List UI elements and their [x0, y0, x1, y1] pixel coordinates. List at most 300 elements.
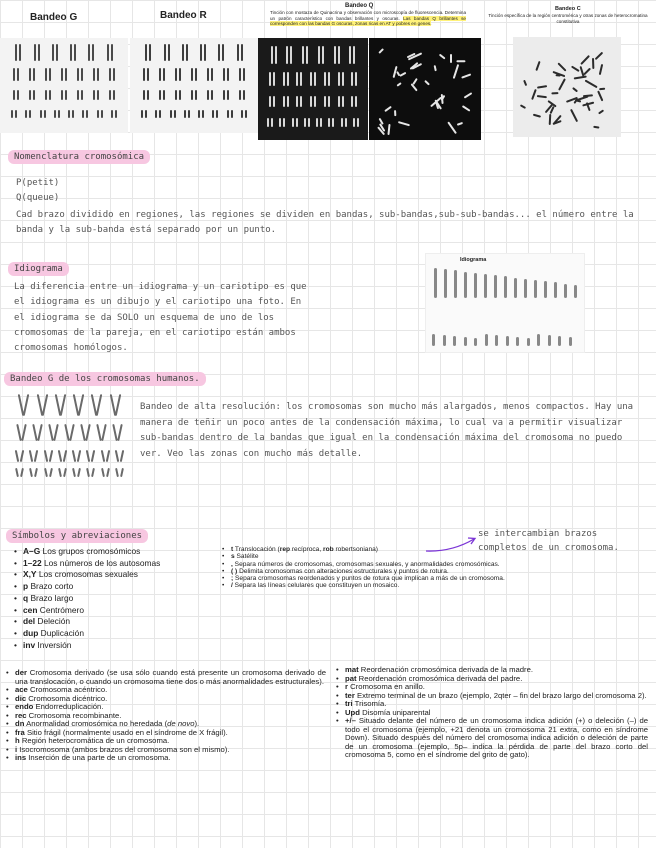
- chromosome-shape: [438, 53, 445, 59]
- symbol-code: inv: [23, 639, 36, 650]
- chromosome-shape: [495, 335, 498, 346]
- chromosome-shape: [191, 90, 193, 100]
- symbol-entry: [222, 568, 505, 575]
- chromosome-shape: [537, 85, 547, 89]
- chromosome-shape: [241, 44, 243, 61]
- chromosome-shape: [300, 96, 302, 107]
- symbol-description: Separa las líneas celulares que constituyen un mosaico.: [232, 582, 400, 590]
- chromosome-shape: [49, 90, 51, 100]
- idiograma-text: La diferencia entre un idiograma y un cariotipo es que el idiograma es un dibujo y el cariotipo una foto. En el idiograma se da SOLO un esquema de uno de los cromosomas de la pareja, en el cariotipo están ambos cromosomas homólogos.: [14, 282, 307, 354]
- bandeo-g-title: Bandeo G: [30, 12, 78, 23]
- high-resolution-karyotype-image: [6, 390, 134, 482]
- chromosome-shape: [549, 114, 552, 125]
- symbol-code: X,Y: [23, 569, 37, 580]
- chromosome-shape: [63, 450, 67, 462]
- chromosome-shape: [283, 118, 285, 127]
- chromosome-shape: [72, 450, 76, 462]
- chromosome-shape: [191, 68, 193, 81]
- symbol-description: Trisomía.: [352, 699, 387, 708]
- chromosome-shape: [86, 110, 88, 118]
- chromosome-shape: [101, 424, 106, 441]
- symbol-code: endo: [15, 702, 34, 711]
- chromosome-shape: [328, 72, 330, 86]
- chromosome-shape: [572, 88, 578, 93]
- chromosome-shape: [149, 44, 151, 61]
- symbol-description: Anormalidad cromosómica no heredada (: [24, 719, 168, 728]
- chromosome-shape: [464, 272, 467, 298]
- chromosome-shape: [457, 122, 463, 126]
- chromosome-shape: [332, 118, 334, 127]
- symbol-entry: [14, 593, 224, 605]
- chromosome-shape: [555, 74, 560, 77]
- chromosome-shape: [106, 468, 110, 477]
- chromosome-shape: [159, 110, 161, 118]
- chromosome-shape: [45, 90, 47, 100]
- chromosome-shape: [23, 394, 30, 416]
- nomenclatura-text: Cad brazo dividido en regiones, las regiones se dividen en bandas, sub-bandas,sub-sub-bandas... el número entre la banda y la sub-banda está separado por un punto.: [16, 210, 634, 235]
- chromosome-shape: [544, 281, 547, 298]
- symbol-description: Isocromosoma (ambos brazos del cromosoma son el mismo).: [17, 744, 230, 754]
- bandeo-c-metaphase-image: [513, 37, 621, 137]
- symbol-description: ).: [194, 719, 200, 728]
- chromosome-shape: [269, 96, 271, 107]
- symbol-code: ter: [345, 690, 355, 700]
- chromosome-shape: [97, 68, 99, 81]
- chromosome-shape: [63, 468, 67, 477]
- symbol-code: der: [15, 668, 27, 677]
- chromosome-shape: [65, 68, 67, 81]
- chromosome-shape: [345, 118, 347, 127]
- chromosome-shape: [304, 118, 306, 127]
- chromosome-shape: [523, 80, 527, 86]
- chromosome-shape: [77, 90, 79, 100]
- symbols-list-bottom-left: [6, 669, 326, 763]
- chromosome-shape: [324, 96, 326, 107]
- chromosome-shape: [223, 90, 225, 100]
- chromosome-shape: [239, 68, 241, 81]
- chromosome-shape: [69, 424, 74, 441]
- symbol-entry: [14, 569, 224, 581]
- symbol-code: dup: [23, 627, 39, 638]
- chromosome-shape: [351, 96, 353, 107]
- chromosome-shape: [393, 110, 396, 116]
- symbol-entry: [222, 553, 505, 560]
- chromosome-shape: [425, 80, 431, 86]
- symbol-entry: [222, 561, 505, 568]
- symbol-entry: [222, 546, 505, 553]
- chromosome-shape: [175, 68, 177, 81]
- symbol-description: Reordenación cromosómica derivada del padre.: [356, 673, 523, 683]
- chromosome-shape: [13, 68, 15, 81]
- symbol-description: recíproca,: [290, 546, 323, 553]
- chromosome-shape: [570, 109, 578, 122]
- chromosome-shape: [81, 90, 83, 100]
- chromosome-shape: [558, 336, 561, 346]
- symbol-entry: [14, 628, 224, 640]
- chromosome-shape: [434, 268, 437, 298]
- symbol-code: del: [23, 616, 36, 627]
- chromosome-shape: [155, 110, 157, 118]
- chromosome-shape: [453, 64, 460, 79]
- chromosome-shape: [109, 90, 111, 100]
- symbol-description: Cromosoma dicéntrico.: [26, 693, 108, 703]
- symbol-code: ( ): [231, 567, 238, 575]
- chromosome-shape: [97, 90, 99, 100]
- chromosome-shape: [117, 424, 122, 441]
- chromosome-shape: [338, 72, 340, 86]
- chromosome-shape: [120, 468, 124, 477]
- symbol-description: Inversión: [35, 639, 72, 650]
- chromosome-shape: [82, 110, 84, 118]
- chromosome-shape: [227, 68, 229, 81]
- chromosome-shape: [45, 68, 47, 81]
- chromosome-shape: [17, 90, 19, 100]
- symbol-code: tri: [345, 699, 353, 708]
- chromosome-shape: [357, 118, 359, 127]
- chromosome-shape: [569, 337, 572, 346]
- symbol-entry: [14, 581, 224, 593]
- chromosome-shape: [597, 90, 604, 101]
- symbol-description: Separa números de cromosomas, cromosomas sexuales, y anormalidades cromosómicas.: [232, 560, 500, 568]
- symbol-entry: [222, 582, 505, 589]
- chromosome-shape: [44, 110, 46, 118]
- chromosome-shape: [400, 72, 407, 77]
- symbol-code: r: [345, 682, 348, 691]
- chromosome-shape: [145, 44, 147, 61]
- chromosome-shape: [306, 46, 308, 64]
- bandeo-g-humanos-text: Bandeo de alta resolución: los cromosomas son mucho más alargados, menos compactos. Hay una manera de teñir un poco antes de la condensación máxima, lo cual va a permitir visualizar sub-bandas dentro de la bandas que igual en la condensación máxima del cromosoma no puedo ver. Veo las zonas con mucho más detalle.: [140, 402, 634, 459]
- chromosome-shape: [145, 110, 147, 118]
- simbolos-heading: Símbolos y abreviaciones: [6, 529, 148, 543]
- chromosome-shape: [310, 72, 312, 86]
- chromosome-shape: [20, 450, 24, 462]
- symbol-description: Inserción de una parte de un cromosoma.: [26, 753, 171, 762]
- chromosome-shape: [29, 90, 31, 100]
- chromosome-shape: [211, 68, 213, 81]
- symbol-code: 1–22: [23, 557, 42, 568]
- chromosome-shape: [195, 68, 197, 81]
- chromosome-shape: [300, 72, 302, 86]
- bandeo-q-metaphase-image: [369, 38, 481, 140]
- chromosome-shape: [328, 118, 330, 127]
- chromosome-shape: [474, 338, 477, 346]
- symbol-code: ;: [231, 575, 234, 583]
- chromosome-shape: [302, 46, 304, 64]
- chromosome-shape: [296, 118, 298, 127]
- symbols-list-right: [222, 546, 505, 590]
- chromosome-shape: [49, 68, 51, 81]
- chromosome-shape: [93, 90, 95, 100]
- chromosome-shape: [434, 65, 437, 72]
- chromosome-shape: [558, 63, 567, 72]
- chromosome-shape: [574, 285, 577, 298]
- symbols-list-left: [14, 546, 224, 651]
- chromosome-shape: [275, 46, 277, 64]
- chromosome-shape: [25, 110, 27, 118]
- chromosome-shape: [287, 72, 289, 86]
- symbol-entry: [6, 754, 326, 763]
- chromosome-shape: [504, 276, 507, 298]
- chromosome-shape: [558, 79, 566, 91]
- chromosome-shape: [211, 90, 213, 100]
- chromosome-shape: [287, 96, 289, 107]
- symbol-entry: [336, 717, 648, 760]
- symbol-description: Cromosoma en anillo.: [348, 682, 425, 691]
- symbol-description: Cromosoma recombinante.: [26, 710, 122, 720]
- bandeo-r-karyotype-image: [130, 38, 258, 133]
- chromosome-shape: [113, 68, 115, 81]
- symbol-description: Brazo largo: [28, 592, 74, 603]
- chromosome-shape: [290, 46, 292, 64]
- chromosome-shape: [310, 96, 312, 107]
- chromosome-shape: [462, 105, 471, 112]
- symbol-entry: [6, 669, 326, 686]
- chromosome-shape: [454, 270, 457, 298]
- chromosome-shape: [314, 72, 316, 86]
- symbol-description: Brazo corto: [28, 581, 74, 592]
- chromosome-shape: [461, 74, 471, 80]
- chromosome-shape: [44, 468, 48, 477]
- chromosome-shape: [207, 90, 209, 100]
- chromosome-shape: [143, 90, 145, 100]
- symbol-code: q: [23, 592, 29, 603]
- chromosome-shape: [143, 68, 145, 81]
- chromosome-shape: [537, 334, 540, 346]
- bandeo-q-karyotype-image: [258, 38, 368, 140]
- chromosome-shape: [114, 394, 121, 416]
- bandeo-q-title: Bandeo Q: [345, 3, 374, 9]
- symbol-description: Satélite: [234, 553, 259, 561]
- chromosome-shape: [33, 90, 35, 100]
- chromosome-shape: [527, 338, 530, 346]
- symbol-description: Reordenación cromosómica derivada de la madre.: [358, 665, 534, 674]
- chromosome-shape: [115, 450, 119, 462]
- chromosome-shape: [599, 88, 605, 91]
- chromosome-shape: [15, 468, 19, 477]
- chromosome-shape: [159, 68, 161, 81]
- chromosome-shape: [72, 110, 74, 118]
- chromosome-shape: [484, 274, 487, 298]
- chromosome-shape: [334, 46, 336, 64]
- chromosome-shape: [61, 68, 63, 81]
- chromosome-shape: [314, 96, 316, 107]
- chromosome-shape: [227, 110, 229, 118]
- chromosome-shape: [202, 110, 204, 118]
- chromosome-shape: [536, 61, 541, 71]
- chromosome-shape: [218, 44, 220, 61]
- chromosome-shape: [78, 394, 85, 416]
- chromosome-shape: [15, 44, 17, 61]
- chromosome-shape: [353, 46, 355, 64]
- chromosome-shape: [91, 468, 95, 477]
- chromosome-shape: [599, 64, 604, 75]
- chromosome-shape: [443, 335, 446, 346]
- chromosome-shape: [13, 90, 15, 100]
- p-arm-label: P(petit): [16, 178, 60, 188]
- symbol-code: t: [231, 546, 234, 553]
- chromosome-shape: [48, 450, 52, 462]
- symbol-code: Upd: [345, 707, 360, 717]
- chromosome-shape: [593, 125, 600, 128]
- symbol-entry: [14, 605, 224, 617]
- chromosome-shape: [237, 44, 239, 61]
- symbol-code: ace: [15, 685, 28, 694]
- chromosome-shape: [554, 282, 557, 298]
- chromosome-shape: [164, 44, 166, 61]
- symbol-description: Cromosoma acéntrico.: [27, 685, 108, 694]
- chromosome-shape: [396, 82, 401, 87]
- bandeo-c-title: Bandeo C: [555, 6, 581, 12]
- chromosome-shape: [105, 450, 109, 462]
- chromosome-shape: [243, 68, 245, 81]
- symbol-code: cen: [23, 604, 38, 615]
- chromosome-shape: [570, 65, 579, 72]
- idiograma-figure: [425, 253, 585, 353]
- symbol-description: Delimita cromosomas con alteraciones estructurales y puntos de rotura.: [237, 567, 449, 575]
- chromosome-shape: [399, 121, 411, 126]
- chromosome-shape: [448, 122, 458, 135]
- chromosome-shape: [53, 424, 58, 441]
- bandeo-q-description: [270, 10, 466, 27]
- chromosome-shape: [111, 44, 113, 61]
- bandeo-r-title: Bandeo R: [160, 10, 207, 21]
- chromosome-shape: [77, 68, 79, 81]
- chromosome-shape: [351, 72, 353, 86]
- chromosome-shape: [49, 468, 53, 477]
- chromosome-shape: [19, 44, 21, 61]
- symbol-description: Situado delante del número de un cromosoma indica adición (+) o deleción (–) de todo el cromosoma (ejemplo, +21 denota un cromosoma 21 extra, como en síndrome Down). Situado después del número del cromosoma indica adición o deleción de parte de un cromosoma (ejemplo, 5p– indica la pérdida de parte del brazo corto del cromosoma 5, como en el síndrome del grito de gato).: [345, 716, 648, 759]
- symbol-code: h: [15, 736, 20, 745]
- simbolos-note: se intercambian brazos completos de un cromosoma.: [478, 529, 619, 553]
- chromosome-shape: [77, 468, 81, 477]
- chromosome-shape: [474, 273, 477, 298]
- chromosome-shape: [21, 424, 26, 441]
- symbol-description: Centrómero: [37, 604, 84, 615]
- chromosome-shape: [60, 394, 67, 416]
- chromosome-shape: [61, 90, 63, 100]
- chromosome-shape: [195, 90, 197, 100]
- chromosome-shape: [537, 95, 547, 98]
- symbol-description: Los números de los autosomas: [41, 557, 161, 568]
- symbol-code: dn: [15, 719, 25, 728]
- chromosome-shape: [520, 104, 526, 109]
- symbol-code: s: [231, 553, 235, 561]
- chromosome-shape: [41, 394, 48, 416]
- chromosome-shape: [349, 46, 351, 64]
- chromosome-shape: [324, 72, 326, 86]
- chromosome-shape: [342, 96, 344, 107]
- chromosome-shape: [204, 44, 206, 61]
- symbol-description: Translocación (: [233, 546, 280, 553]
- chromosome-shape: [93, 68, 95, 81]
- chromosome-shape: [453, 336, 456, 346]
- chromosome-shape: [269, 72, 271, 86]
- chromosome-shape: [175, 90, 177, 100]
- chromosome-shape: [341, 118, 343, 127]
- nomenclatura-heading: Nomenclatura cromosómica: [8, 150, 150, 164]
- chromosome-shape: [216, 110, 218, 118]
- bandeo-q-desc-plain: Tinción con mostaza de Quinacrina y observación con microscopía de fluorescencia. Determina un patrón característico con bandas brillantes y oscuras.: [270, 10, 466, 21]
- symbol-description: Sitio frágil (normalmente usado en el síndrome de X frágil).: [24, 727, 228, 737]
- chromosome-shape: [92, 44, 94, 61]
- symbol-code: ins: [15, 753, 27, 762]
- chromosome-shape: [412, 78, 418, 85]
- symbol-description: Cromosoma derivado (se usa sólo cuando está presente un cromosoma derivado de una translocación, o cuando un cromosoma tiene dos o más anormalidades estructurales).: [15, 668, 326, 686]
- chromosome-shape: [70, 44, 72, 61]
- symbol-description: robertsoniana): [333, 546, 378, 553]
- symbol-code: rep: [279, 546, 291, 553]
- symbol-code: dic: [15, 693, 27, 703]
- chromosome-shape: [113, 90, 115, 100]
- chromosome-shape: [308, 118, 310, 127]
- chromosome-shape: [450, 54, 452, 63]
- idiograma-figure-title: Idiograma: [460, 257, 487, 263]
- chromosome-shape: [464, 92, 473, 99]
- symbol-code: /: [231, 582, 233, 590]
- chromosome-shape: [179, 90, 181, 100]
- chromosome-shape: [241, 110, 243, 118]
- chromosome-shape: [58, 468, 62, 477]
- chromosome-shape: [387, 124, 390, 135]
- chromosome-shape: [464, 337, 467, 346]
- chromosome-shape: [11, 110, 13, 118]
- chromosome-shape: [548, 335, 551, 346]
- chromosome-shape: [174, 110, 176, 118]
- chromosome-shape: [188, 110, 190, 118]
- chromosome-shape: [91, 450, 95, 462]
- chromosome-shape: [168, 44, 170, 61]
- bandeo-g-humanos-heading: Bandeo G de los cromosomas humanos.: [4, 372, 206, 386]
- chromosome-shape: [551, 92, 558, 94]
- chromosome-shape: [534, 280, 537, 298]
- chromosome-shape: [20, 468, 24, 477]
- chromosome-shape: [318, 46, 320, 64]
- chromosome-shape: [267, 118, 269, 127]
- chromosome-shape: [30, 468, 34, 477]
- chromosome-shape: [231, 110, 233, 118]
- chromosome-shape: [531, 89, 537, 100]
- chromosome-shape: [378, 48, 384, 54]
- chromosome-shape: [120, 450, 124, 462]
- chromosome-shape: [198, 110, 200, 118]
- q-arm-label: Q(queue): [16, 193, 60, 203]
- chromosome-shape: [100, 450, 104, 462]
- chromosome-shape: [444, 269, 447, 298]
- symbol-description: Duplicación: [38, 627, 84, 638]
- chromosome-shape: [271, 46, 273, 64]
- symbol-code: ,: [231, 560, 233, 568]
- symbol-description: Disomía uniparental: [359, 707, 431, 717]
- chromosome-shape: [342, 72, 344, 86]
- chromosome-shape: [328, 96, 330, 107]
- chromosome-shape: [107, 44, 109, 61]
- chromosome-shape: [17, 68, 19, 81]
- chromosome-shape: [179, 68, 181, 81]
- chromosome-shape: [591, 58, 594, 69]
- chromosome-shape: [40, 110, 42, 118]
- chromosome-shape: [222, 44, 224, 61]
- chromosome-shape: [115, 468, 119, 477]
- chromosome-shape: [33, 68, 35, 81]
- symbol-description: Deleción: [35, 616, 71, 627]
- chromosome-shape: [52, 44, 54, 61]
- symbol-entry: [14, 640, 224, 652]
- symbol-description-italic: de novo: [167, 719, 195, 728]
- chromosome-shape: [292, 118, 294, 127]
- chromosome-shape: [514, 278, 517, 298]
- chromosome-shape: [296, 96, 298, 107]
- chromosome-shape: [353, 118, 355, 127]
